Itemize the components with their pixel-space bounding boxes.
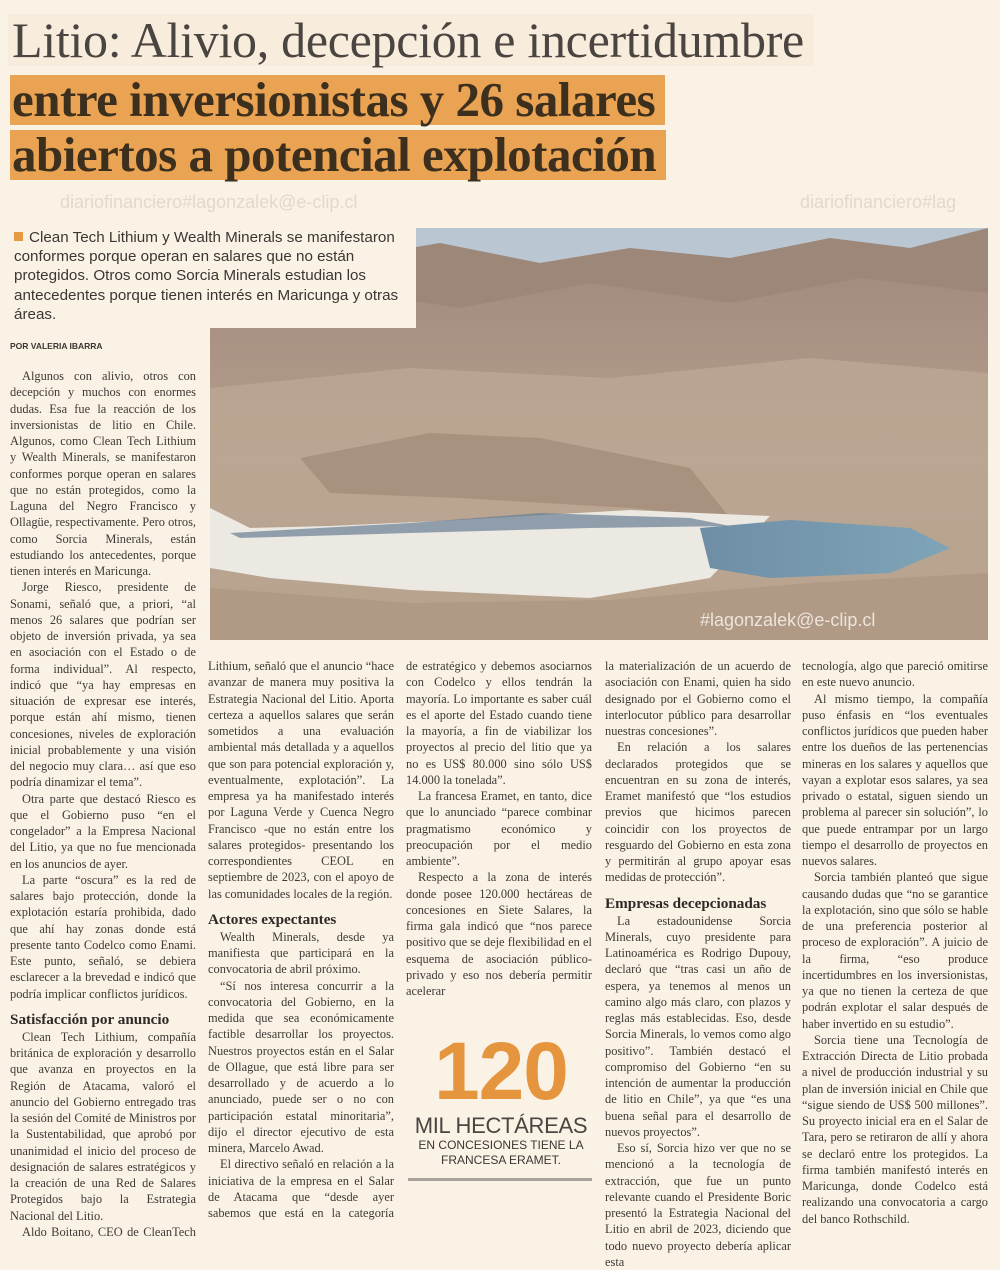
callout-number: 120 (434, 1026, 568, 1117)
paragraph: Jorge Riesco, presidente de Sonami, señaló que, a priori, “al menos 26 salares que podrían ser objeto de inversión privada, ya sea en asociación con el Estado o de forma individual”. Al respecto, indicó que “ya hay empresas en situación de expresar ese interés, porque están ahí mismo, tienen concesiones, niveles de exploración inicial probablemente y una visión del negocio muy clara… así que eso podría dinamizar el tema”. (10, 580, 196, 790)
callout-caption-1: EN CONCESIONES TIENE LA (418, 1138, 584, 1152)
paragraph: Sorcia también planteó que sigue causando dudas que “no se garantice la explotación, sino que sólo se hable de una preferencia posterior al proceso de exploración”. A juicio de la firma, “eso produce incertidumbres en los inversionistas, ya que no tienen la certeza de que podrán explotar el salar después de haber invertido en su estudio”. (802, 870, 988, 1031)
paragraph: La estadounidense Sorcia Minerals, cuyo presidente para Latinoamérica es Rodrigo Dupouy, declaró que “tras casi un año de espera, ya tenemos al menos un camino algo más claro, con plazos y reglas más establecidas. Eso, desde Sorcia Minerals, lo vemos como algo positivo”. También destacó el compromiso del Gobierno “en su intención de aumentar la producción de litio en Chile”, ya que “es una buena señal para el desarrollo de nuevos proyectos”. (605, 913, 791, 1139)
paragraph: Al mismo tiempo, la compañía puso énfasis en “los eventuales conflictos jurídicos que pueden haber entre los dueños de las pertenencias mineras en los salares y aquellos que vayan a explotar esos salares, ya sea privado o estatal, siguen siendo un problema al parecer sin solución”, lo que puede entrampar por un largo tiempo el desarrollo de proyectos en nuevos salares. (802, 691, 988, 868)
article-column-4 (605, 658, 791, 1270)
paragraph: Algunos con alivio, otros con decepción y muchos con enormes dudas. Esa fue la reacción de los inversionistas de litio en Chile. Algunos, como Clean Tech Lithium y Wealth Minerals, se manifestaron conformes porque operan en salares que no están protegidos, como la Laguna del Negro Francisco y Ollagüe, respectivamente. Pero otros, como Sorcia Minerals, están estudiando los antecedentes, porque tienen interés en Maricunga. (10, 369, 196, 578)
headline-line-2: entre inversionistas y 26 salares (10, 75, 665, 125)
deck-text: Clean Tech Lithium y Wealth Minerals se manifestaron conformes porque operan en salares que no están protegidos. Otros como Sorcia Minerals estudian los antecedentes porque tienen interés en Maricunga y otras áreas. (14, 229, 399, 323)
paragraph: Otra parte que destacó Riesco es que el Gobierno puso “en el congelador” a la Empresa Nacional del Litio, ya que no fue mencionada en los anuncios de ayer. (10, 791, 196, 871)
paragraph: La parte “oscura” es la red de salares bajo protección, donde la explotación estaría prohibida, dado que ahí hay zonas donde está presente tanto Codelco como Enami. Este punto, señaló, se debiera esclarecer a la brevedad e indicó que podría implicar conflictos jurídicos. (10, 872, 196, 1001)
callout-unit: MIL HECTÁREAS (414, 1113, 588, 1138)
article-deck (8, 220, 416, 328)
paragraph: En relación a los salares declarados protegidos que se encuentran en su zona de interés, Eramet manifestó que “los estudios previos que hicimos parecen coincidir con los proyectos de resguardo del Gobierno en esta zona y permitirán al grupo apoyar esas medidas de protección”. (605, 740, 791, 885)
paragraph: El directivo señaló en relación a la iniciativa de la empresa en el Salar de Atacama que “desde ayer sabemos que está en la categoría (208, 1157, 394, 1220)
paragraph: Wealth Minerals, desde ya manifiesta que participará en la convocatoria de abril próximo. (208, 929, 394, 977)
divider (408, 1178, 592, 1181)
paragraph: Aldo Boitano, CEO de CleanTech (22, 1224, 196, 1239)
subheading: Satisfacción por anuncio (10, 1010, 170, 1028)
subheading: Empresas decepcionadas (605, 894, 767, 912)
paragraph: Clean Tech Lithium, compañía británica de exploración y desarrollo que avanza en proyectos en la Región de Atacama, valoró el anuncio del Gobierno entregado tras la sesión del Comité de Ministros por la Sustentabilidad, que aprobó por unanimidad el inicio del proceso de designación de salares estratégicos y la creación de una Red de Salares Protegidos bajo la Estrategia Nacional del Litio. (10, 1029, 196, 1223)
article-column-3 (406, 658, 592, 999)
article-column-5 (802, 658, 988, 1227)
byline: POR VALERIA IBARRA (10, 341, 103, 351)
paragraph: La francesa Eramet, en tanto, dice que lo anunciado “parece combinar pragmatismo económico y preocupación por el medio ambiente”. (406, 789, 592, 868)
paragraph: Lithium, señaló que el anuncio “hace avanzar de manera muy positiva la Estrategia Nacional del Litio. Aporta certeza a aquellos salares que serán sometidos a una evaluación ambiental más detallada y a aquellos que son para potencial exploración y, eventualmente, explotación”. La empresa ya ha manifestado interés por Laguna Verde y Cuenca Negro Francisco -que no están entre los salares protegidos- presentando los correspondientes CEOL en septiembre de 2023, con el apoyo de las comunidades locales de la región. (208, 659, 394, 901)
paragraph: Sorcia tiene una Tecnología de Extracción Directa de Litio probada a nivel de producción industrial y su plan de inversión inicial en Chile que “sigue siendo de US$ 500 millones”. Su proyecto inicial era en el Salar de Tara, pero se retiraron de allí y ahora se declaró entre los protegidos. La firma también manifestó interés en Maricunga, donde Codelco está realizando una convocatoria a cargo del banco Rothschild. (802, 1032, 988, 1226)
watermark: #lagonzalek@e-clip.cl (700, 610, 876, 630)
paragraph: la materialización de un acuerdo de asociación con Enami, quien ha sido designado por el Gobierno como el interlocutor público para desarrollar nuestras concesiones”. (605, 659, 791, 738)
headline-line-1: Litio: Alivio, decepción e incertidumbre (8, 14, 814, 66)
article-column-2 (208, 658, 394, 1221)
subheading: Actores expectantes (208, 910, 337, 928)
paragraph: “Sí nos interesa concurrir a la convocatoria del Gobierno, en la medida que sea económicamente factible desarrollar los proyectos. Nuestros proyectos están en el Salar de Ollague, que está libre para ser desarrollado y de acuerdo a lo anunciado, puede ser o no con participación estatal minoritaria”, dijo el director ejecutivo de esta minera, Marcelo Awad. (208, 978, 394, 1155)
stat-callout (406, 1026, 596, 1181)
watermark: diariofinanciero#lag (800, 192, 957, 212)
bullet-square-icon (14, 232, 23, 241)
watermark: diariofinanciero#lagonzalek@e-clip.cl (60, 192, 358, 212)
paragraph: de estratégico y debemos asociarnos con Codelco y ellos tendrán la mayoría. Lo importante es saber cuál es el aporte del Estado cuando tiene la mayoría, a fin de viabilizar los proyectos al precio del litio que ya no es US$ 80.000 sino sólo US$ 14.000 la tonelada”. (406, 659, 592, 787)
paragraph: tecnología, algo que pareció omitirse en este nuevo anuncio. (802, 659, 988, 690)
paragraph: Eso sí, Sorcia hizo ver que no se mencionó a la tecnología de extracción, que fue un punto relevante cuando el Presidente Boric presentó la Estrategia Nacional del Litio en abril de 2023, diciendo que todo nuevo proyecto debería aplicar esta (605, 1141, 791, 1269)
headline-line-3: abiertos a potencial explotación (10, 130, 666, 180)
article-column-1 (10, 368, 196, 1240)
callout-caption-2: FRANCESA ERAMET. (440, 1153, 562, 1167)
paragraph: Respecto a la zona de interés donde posee 120.000 hectáreas de concesiones en Siete Salares, la firma gala indicó que “nos parece positivo que se deje flexibilidad en el esquema de asociación público-privado y eso nos debería permitir acelerar (406, 870, 592, 998)
